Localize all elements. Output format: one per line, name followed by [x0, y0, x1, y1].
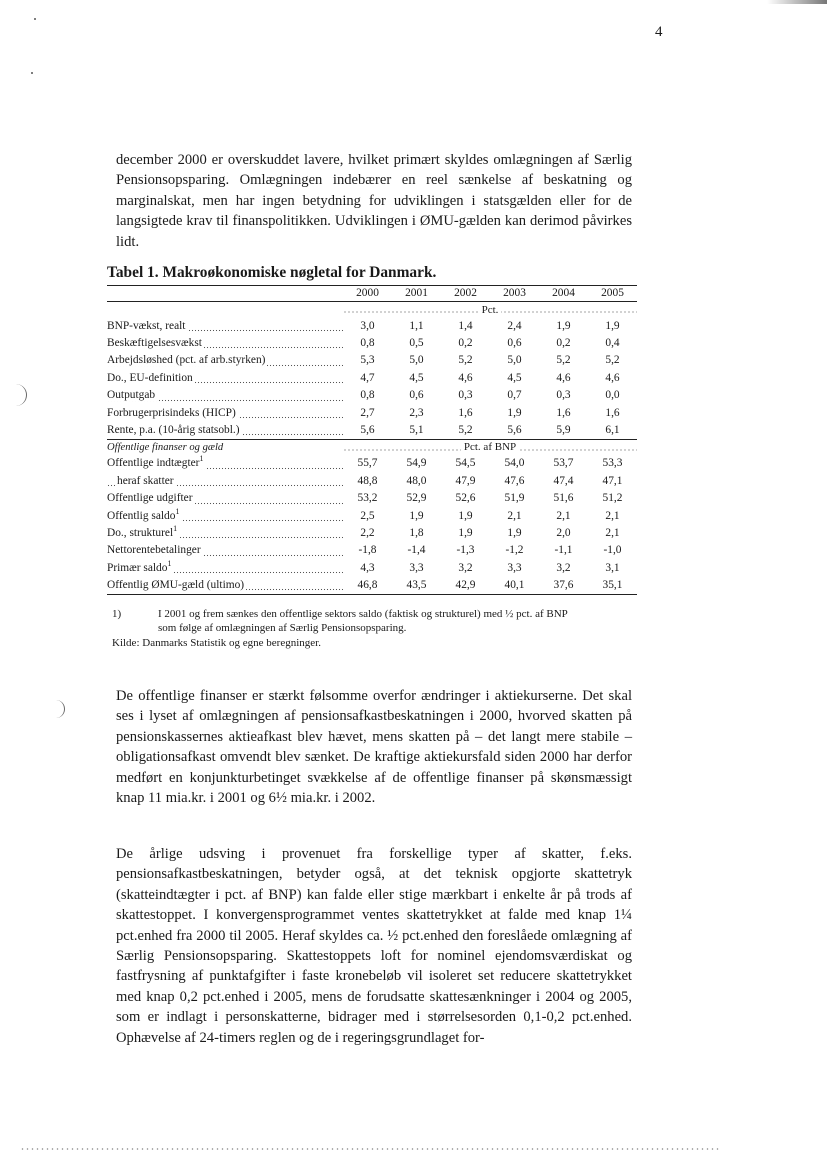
row-label: [107, 334, 343, 351]
value-cell: 2,0: [556, 526, 571, 539]
value-cell: 4,6: [458, 371, 473, 384]
value-cell: 1,9: [507, 526, 522, 539]
row-label-string: Rente, p.a. (10-årig statsobl.): [107, 424, 240, 437]
value-cell: -1,4: [407, 544, 426, 557]
row-label: [107, 421, 343, 439]
value-cell: 4,5: [409, 371, 424, 384]
row-label-string: Offentlig ØMU-gæld (ultimo): [107, 579, 245, 592]
unit-row: [107, 302, 637, 318]
row-label: [107, 352, 343, 369]
row-label-text: [107, 320, 187, 332]
row-label-string: Do., strukturel: [107, 526, 174, 539]
row-label-string: Offentlige udgifter: [107, 492, 193, 505]
value-cell: 0,6: [507, 337, 522, 350]
value-cell: 1,8: [409, 526, 424, 539]
row-label-string: BNP-vækst, realt: [107, 319, 186, 332]
value-cell: 0,7: [507, 389, 522, 402]
row-label-text: [107, 389, 157, 401]
scan-speck: [34, 18, 36, 20]
unit-label-text: Pct.: [479, 304, 502, 316]
value-cell: 51,9: [504, 492, 525, 505]
value-cell: 3,3: [409, 561, 424, 574]
value-cell: 1,9: [507, 406, 522, 419]
value-cell: 53,7: [553, 457, 574, 470]
value-cell: 5,0: [409, 354, 424, 367]
table-row: [107, 421, 637, 439]
value-cell: -1,0: [603, 544, 622, 557]
value-cell: 0,8: [360, 389, 375, 402]
unit-label-2-text: Pct. af BNP: [461, 441, 519, 453]
value-cell: -1,3: [456, 544, 475, 557]
value-cell: 2,1: [605, 526, 620, 539]
row-label-string: heraf skatter: [117, 474, 174, 487]
value-cell: 54,0: [504, 457, 525, 470]
row-label: [107, 455, 343, 472]
unit-label-2: [343, 439, 637, 455]
table-body: [107, 302, 637, 595]
row-label: [107, 490, 343, 507]
paragraph-3: De årlige udsving i provenuet fra forskellige typer af skatter, f.eks. pensionsafkastbeskatningen, betyder også, at det teknisk opgjorte skattetryk (skatteindtægter i pct. af BNP) kan falde eller stige mærkbart i enkelte år på trods af skattestoppet. I konvergensprogrammet ventes skattetrykket at falde med knap 1¼ pct.enhed fra 2000 til 2005. Heraf skyldes ca. ½ pct.enhed den foreslåede omlægning af Særlig Pensionsopsparing. Skattestoppets loft for nominel ejendomsværdiskat og fastfrysning af punktafgifter i faste kronebeløb vil isoleret set reducere skattetrykket med knap 0,2 pct.enhed i 2005, mens de forudsatte skattesænkninger i 2004 og 2005, som er indlagt i personskatterne, bidrager med i størrelsesorden 0,1-0,2 pct.enhed. Ophævelse af 24-timers reglen og de i regeringsgrundlaget for-: [116, 846, 632, 1046]
row-label: [107, 387, 343, 404]
footnote: [107, 607, 637, 635]
value-cell: 1,9: [458, 509, 473, 522]
value-cell: 3,3: [507, 561, 522, 574]
scan-speck: [31, 72, 33, 74]
unit-label: [343, 302, 637, 318]
table-row: [107, 524, 637, 541]
row-label-text: [117, 475, 176, 487]
value-cell: 43,5: [392, 576, 441, 594]
value-cell: 0,3: [556, 389, 571, 402]
table-row: [107, 334, 637, 351]
row-label: [107, 472, 343, 489]
value-cell: 48,8: [357, 474, 378, 487]
value-cell: 4,5: [507, 371, 522, 384]
year-header: 2001: [392, 286, 441, 302]
table-row: [107, 576, 637, 594]
value-cell: 55,7: [357, 457, 378, 470]
row-label-text: [107, 337, 204, 349]
value-cell: 0,4: [605, 337, 620, 350]
table-footnotes: [107, 607, 637, 650]
table-row: [107, 352, 637, 369]
value-cell: 5,3: [360, 354, 375, 367]
value-cell: 1,4: [458, 319, 473, 332]
footnote-text: I 2001 og frem sænkes den offentlige sektors saldo (faktisk og strukturel) med ½ pct. af BNP som følge af omlægningen af Særlig Pensionsopsparing.: [158, 607, 568, 634]
value-cell: 52,9: [406, 492, 427, 505]
value-cell: 1,1: [409, 319, 424, 332]
source-note: Kilde: Danmarks Statistik og egne beregninger.: [112, 636, 321, 649]
value-cell: 40,1: [490, 576, 539, 594]
margin-mark: [52, 700, 65, 718]
value-cell: 2,4: [507, 319, 522, 332]
value-cell: 48,0: [406, 474, 427, 487]
value-cell: 5,2: [458, 424, 473, 437]
scan-artifact: [767, 0, 827, 4]
row-label: [107, 524, 343, 541]
row-label-string: Do., EU-definition: [107, 371, 193, 384]
value-cell: 1,9: [409, 509, 424, 522]
row-label-text: [107, 424, 242, 436]
value-cell: 1,6: [556, 406, 571, 419]
value-cell: 1,9: [458, 526, 473, 539]
row-label: [107, 542, 343, 559]
row-label-string: Beskæftigelsesvækst: [107, 337, 202, 350]
footnote-marker: 1: [173, 524, 178, 534]
margin-mark: [10, 384, 27, 406]
value-cell: 51,2: [602, 492, 623, 505]
row-label: [107, 559, 343, 576]
value-cell: 2,5: [360, 509, 375, 522]
table-row: [107, 507, 637, 524]
paragraph-1: december 2000 er overskuddet lavere, hvilket primært skyldes omlægningen af Særlig Pensionsopsparing. Omlægningen indebærer en reel sænkelse af beskatning og marginalskat, men har ingen betydning for udviklingen i statsgælden eller for de langsigtede krav til finanspolitikken. Udviklingen i ØMU-gælden kan derimod påvirkes lidt.: [116, 152, 632, 250]
value-cell: 47,4: [553, 474, 574, 487]
value-cell: 47,6: [504, 474, 525, 487]
table-title: Tabel 1. Makroøkonomiske nøgletal for Danmark.: [107, 264, 437, 281]
footnote-marker: 1: [199, 454, 204, 464]
row-label-string: Offentlig saldo: [107, 509, 176, 522]
footnote-number: 1): [112, 607, 122, 620]
value-cell: 42,9: [441, 576, 490, 594]
row-label-string: Nettorentebetalinger: [107, 544, 201, 557]
row-label-text: [107, 454, 205, 470]
value-cell: 1,9: [556, 319, 571, 332]
value-cell: 5,1: [409, 424, 424, 437]
value-cell: 0,2: [556, 337, 571, 350]
row-label-string: Arbejdsløshed (pct. af arb.styrken): [107, 354, 266, 367]
value-cell: 0,3: [458, 389, 473, 402]
page-number: 4: [655, 24, 663, 40]
value-cell: -1,1: [554, 544, 573, 557]
value-cell: 0,6: [409, 389, 424, 402]
value-cell: 47,9: [455, 474, 476, 487]
year-header: 2003: [490, 286, 539, 302]
value-cell: 53,3: [602, 457, 623, 470]
unit-row-blank: [107, 302, 343, 318]
value-cell: 0,0: [605, 389, 620, 402]
value-cell: 37,6: [539, 576, 588, 594]
table-row: [107, 472, 637, 489]
row-label-text: [107, 524, 179, 539]
footnote-marker: 1: [175, 506, 180, 516]
value-cell: 1,6: [605, 406, 620, 419]
row-label-string: Primær saldo: [107, 561, 168, 574]
value-cell: 2,1: [507, 509, 522, 522]
value-cell: 2,3: [409, 406, 424, 419]
table-row: [107, 387, 637, 404]
value-cell: 0,2: [458, 337, 473, 350]
year-header: 2005: [588, 286, 637, 302]
paragraph-2: De offentlige finanser er stærkt følsomme overfor ændringer i aktiekurserne. Det skal ses i lyset af omlægningen af pensionsafkastbeskatningen i 2000, hvorved skatten på pensionskassernes aktieafkast blev hævet, mens skatten på – det langt mere stabile – obligationsafkast omvendt blev sænket. De kraftige aktiekursfald siden 2000 har derfor medført en konjunkturbetinget svækkelse af de offentlige finanser på skønsmæssigt knap 11 mia.kr. i 2001 og 6½ mia.kr. i 2002.: [116, 688, 632, 807]
row-label-string: Forbrugerprisindeks (HICP): [107, 406, 236, 419]
value-cell: 2,1: [605, 509, 620, 522]
row-label-text: [107, 559, 173, 574]
year-header: 2002: [441, 286, 490, 302]
footnote-marker: 1: [167, 559, 172, 568]
row-label-text: [107, 579, 246, 591]
table-row: [107, 369, 637, 386]
value-cell: 2,2: [360, 526, 375, 539]
table-row: [107, 317, 637, 334]
section-label: Offentlige finanser og gæld: [107, 439, 343, 455]
value-cell: 3,2: [458, 561, 473, 574]
value-cell: 5,6: [507, 424, 522, 437]
row-label-string: Offentlige indtægter: [107, 457, 200, 470]
row-label-text: [107, 506, 181, 522]
value-cell: 1,9: [605, 319, 620, 332]
value-cell: 0,5: [409, 337, 424, 350]
table-row: [107, 490, 637, 507]
value-cell: 53,2: [357, 492, 378, 505]
section-row: [107, 439, 637, 455]
value-cell: 3,1: [605, 561, 620, 574]
header-blank: [107, 286, 343, 302]
value-cell: 2,1: [556, 509, 571, 522]
value-cell: 5,9: [556, 424, 571, 437]
row-label-text: [107, 354, 267, 366]
table-row: [107, 559, 637, 576]
value-cell: 54,9: [406, 457, 427, 470]
value-cell: 0,8: [360, 337, 375, 350]
row-label: [107, 317, 343, 334]
value-cell: 3,0: [360, 319, 375, 332]
value-cell: -1,2: [505, 544, 524, 557]
scan-artifact: [20, 1148, 720, 1150]
value-cell: 5,6: [360, 424, 375, 437]
row-label-text: [107, 407, 238, 419]
row-label: [107, 576, 343, 594]
value-cell: 4,7: [360, 371, 375, 384]
year-header: 2000: [343, 286, 392, 302]
value-cell: 54,5: [455, 457, 476, 470]
value-cell: 4,6: [556, 371, 571, 384]
value-cell: 5,2: [605, 354, 620, 367]
value-cell: 35,1: [588, 576, 637, 594]
row-label: [107, 369, 343, 386]
row-label-string: Outputgab: [107, 389, 156, 402]
row-label-text: [107, 492, 195, 504]
table-row: [107, 542, 637, 559]
value-cell: 46,8: [343, 576, 392, 594]
row-label: [107, 404, 343, 421]
row-label-text: [107, 372, 195, 384]
row-label: [107, 507, 343, 524]
value-cell: 5,2: [458, 354, 473, 367]
value-cell: 5,2: [556, 354, 571, 367]
value-cell: 47,1: [602, 474, 623, 487]
value-cell: 5,0: [507, 354, 522, 367]
row-label-text: [107, 544, 203, 556]
value-cell: 1,6: [458, 406, 473, 419]
table-row: [107, 455, 637, 472]
table-row: [107, 404, 637, 421]
macro-table-block: [107, 264, 637, 650]
year-header-row: [107, 286, 637, 302]
value-cell: 6,1: [605, 424, 620, 437]
value-cell: -1,8: [358, 544, 377, 557]
value-cell: 3,2: [556, 561, 571, 574]
value-cell: 2,7: [360, 406, 375, 419]
value-cell: 51,6: [553, 492, 574, 505]
macro-table: [107, 285, 637, 595]
value-cell: 4,3: [360, 561, 375, 574]
year-header: 2004: [539, 286, 588, 302]
value-cell: 52,6: [455, 492, 476, 505]
value-cell: 4,6: [605, 371, 620, 384]
